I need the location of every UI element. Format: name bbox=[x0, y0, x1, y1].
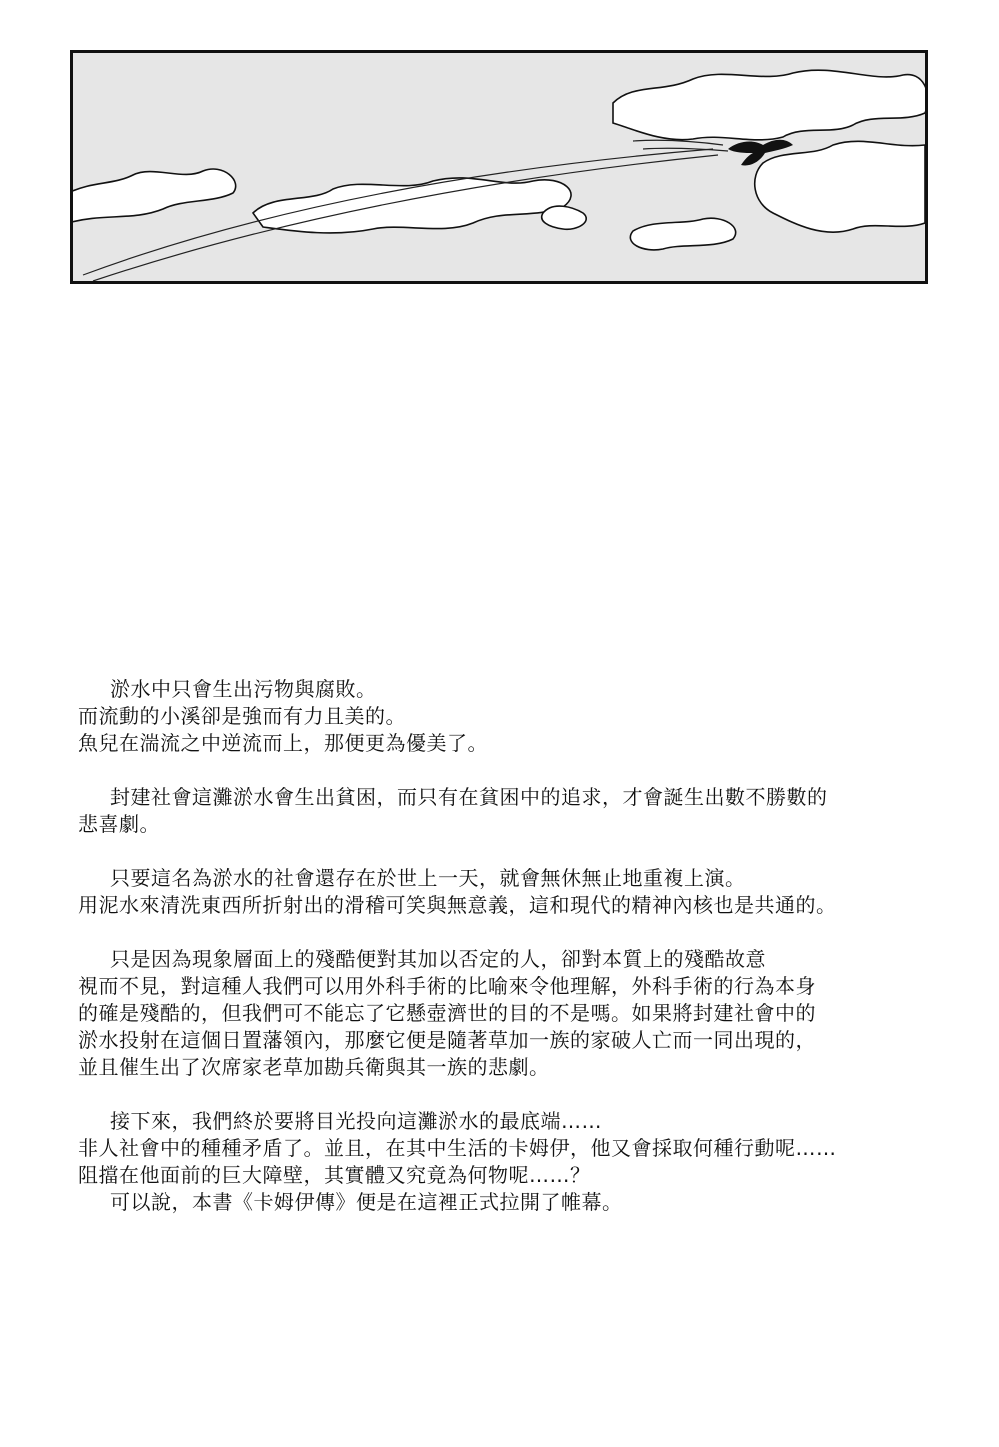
text-line: 魚兒在湍流之中逆流而上，那便更為優美了。 bbox=[78, 731, 488, 755]
text-line: 只要這名為淤水的社會還存在於世上一天，就會無休無止地重複上演。 bbox=[110, 866, 746, 890]
text-line: 悲喜劇。 bbox=[78, 812, 160, 836]
text-line: 可以說，本書《卡姆伊傳》便是在這裡正式拉開了帷幕。 bbox=[110, 1190, 623, 1214]
text-line: 阻擋在他面前的巨大障壁，其實體又究竟為何物呢……？ bbox=[78, 1163, 591, 1187]
paragraph-3 bbox=[78, 865, 978, 919]
text-line: 用泥水來清洗東西所折射出的滑稽可笑與無意義，這和現代的精神內核也是共通的。 bbox=[78, 893, 837, 917]
text-line: 的確是殘酷的，但我們可不能忘了它懸壺濟世的目的不是嗎。如果將封建社會中的 bbox=[78, 1001, 816, 1025]
text-line: 而流動的小溪卻是強而有力且美的。 bbox=[78, 704, 406, 728]
text-line: 淤水中只會生出污物與腐敗。 bbox=[110, 677, 377, 701]
paragraph-1 bbox=[78, 676, 978, 757]
essay-text bbox=[78, 676, 978, 1243]
text-line: 接下來，我們終於要將目光投向這灘淤水的最底端…… bbox=[110, 1109, 602, 1133]
text-line: 視而不見，對這種人我們可以用外科手術的比喻來令他理解，外科手術的行為本身 bbox=[78, 974, 816, 998]
sky-illustration bbox=[73, 53, 925, 281]
text-line: 只是因為現象層面上的殘酷便對其加以否定的人，卻對本質上的殘酷故意 bbox=[110, 947, 766, 971]
text-line: 淤水投射在這個日置藩領內，那麼它便是隨著草加一族的家破人亡而一同出現的， bbox=[78, 1028, 816, 1052]
illustration-panel bbox=[70, 50, 928, 284]
text-line: 並且催生出了次席家老草加勘兵衛與其一族的悲劇。 bbox=[78, 1055, 550, 1079]
text-line: 非人社會中的種種矛盾了。並且，在其中生活的卡姆伊，他又會採取何種行動呢…… bbox=[78, 1136, 837, 1160]
paragraph-4 bbox=[78, 946, 978, 1081]
text-line: 封建社會這灘淤水會生出貧困，而只有在貧困中的追求，才會誕生出數不勝數的 bbox=[110, 785, 828, 809]
paragraph-2 bbox=[78, 784, 978, 838]
paragraph-5 bbox=[78, 1108, 978, 1216]
